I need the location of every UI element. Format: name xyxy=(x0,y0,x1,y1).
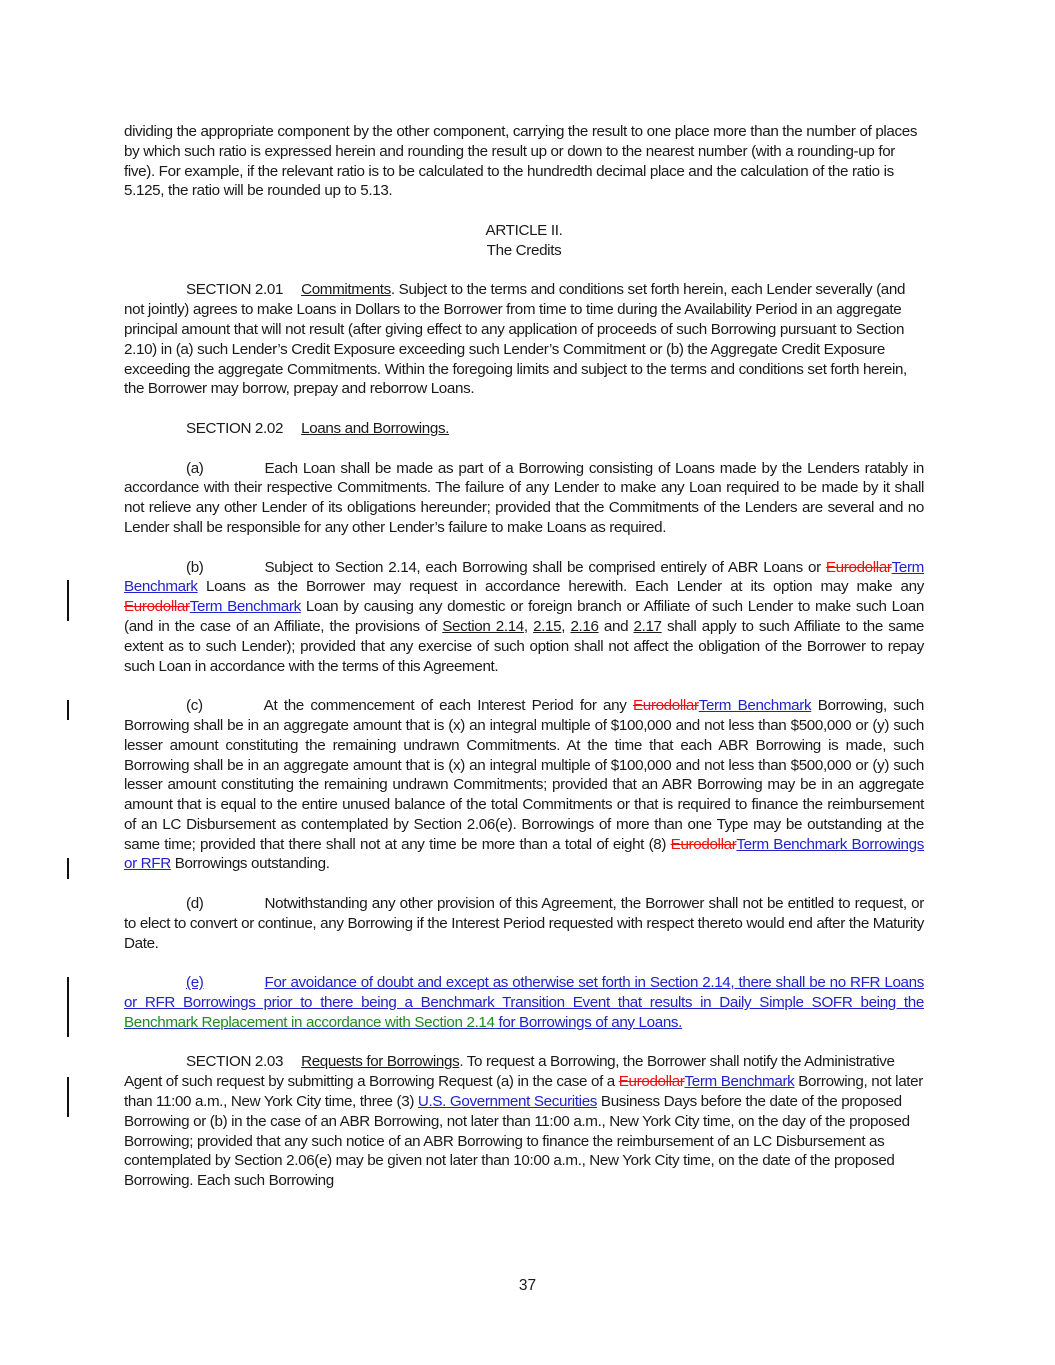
section-body: Borrowing, not later than 11:00 a.m., New York City time, three (3) xyxy=(124,1073,923,1111)
separator: and xyxy=(598,617,634,635)
deleted-text: Eurodollar xyxy=(618,1073,685,1091)
section-body: . Subject to the terms and conditions set forth herein, each Lender severally (and not jointly) agrees to make Loans in Dollars to the Borrower from time to time during the Availability Period in an aggregate principal amount that will not result (after giving effect to any application of proceeds of such Borrowing pursuant to Section 2.10) in (a) such Lender’s Credit Exposure exceeding such Lender’s Commitment or (b) the Aggregate Credit Exposure exceeding the aggregate Commitments. Within the foregoing limits and subject to the terms and conditions set forth herein, the Borrower may borrow, prepay and reborrow Loans. xyxy=(124,281,907,398)
section-label: SECTION 2.02 xyxy=(186,419,284,437)
clause-text: Loan by causing any domestic or foreign branch or Affiliate of such Lender to make such Loan (and in the case of an Affiliate, the provisions of xyxy=(124,598,924,635)
clause-c xyxy=(124,696,924,874)
change-bar xyxy=(67,977,69,1037)
clause-text: Each Loan shall be made as part of a Borrowing consisting of Loans made by the Lenders ratably in accordance with their respective Commitments. The failure of any Lender to make any Loan required to be made by it shall not relieve any other Lender of its obligations hereunder; provided that the Commitments of the Lenders are several and no Lender shall be responsible for any other Lender’s failure to make Loans as required. xyxy=(124,459,924,536)
inserted-text: For avoidance of doubt and except as otherwise set forth in Section 2.14, there shall be no RFR Loans or RFR Borrowings prior to there being a Benchmark Transition Event that results in Daily Simple SOFR being the xyxy=(124,974,924,1012)
section-heading: Loans and Borrowings. xyxy=(301,419,450,437)
clause-text: At the commencement of each Interest Period for any xyxy=(263,697,633,715)
deleted-text: Eurodollar xyxy=(825,558,892,576)
clause-text: Subject to Section 2.14, each Borrowing shall be comprised entirely of ABR Loans or xyxy=(264,558,826,576)
separator: , xyxy=(523,617,534,635)
clause-text: Loans as the Borrower may request in accordance herewith. Each Lender at its option may make any xyxy=(197,578,924,596)
deleted-text: Eurodollar xyxy=(632,697,699,715)
deleted-text: Eurodollar xyxy=(124,598,190,616)
clause-marker: (e) xyxy=(186,974,204,992)
section-heading: Requests for Borrowings xyxy=(301,1053,460,1071)
clause-marker: (d) xyxy=(186,895,204,913)
clause-b xyxy=(124,558,924,677)
clause-marker: (b) xyxy=(186,558,204,576)
article-title: The Credits xyxy=(486,241,562,259)
clause-marker: (a) xyxy=(186,459,204,477)
section-reference: 2.15 xyxy=(533,617,562,635)
clause-text: Notwithstanding any other provision of this Agreement, the Borrower shall not be entitled to request, or to elect to convert or continue, any Borrowing if the Interest Period requested with respect thereto would end after the Maturity Date. xyxy=(124,895,924,952)
section-heading: Commitments xyxy=(301,281,391,299)
inserted-text: Term Benchmark xyxy=(189,598,301,616)
inserted-text: Term Benchmark Borrowings or RFR xyxy=(124,835,924,873)
clause-e xyxy=(124,973,924,1032)
section-label: SECTION 2.03 xyxy=(186,1053,284,1071)
section-label: SECTION 2.01 xyxy=(186,281,284,299)
separator: , xyxy=(561,617,571,635)
inserted-text: Term Benchmark xyxy=(698,697,812,715)
section-reference: 2.17 xyxy=(633,617,662,635)
inserted-text: Term Benchmark xyxy=(124,558,924,596)
section-body: . To request a Borrowing, the Borrower shall notify the Administrative Agent of such request by submitting a Borrowing Request (a) in the case of a xyxy=(124,1053,895,1091)
deleted-text: Eurodollar xyxy=(670,835,737,853)
change-bar xyxy=(67,1077,69,1117)
document-page xyxy=(124,122,924,1191)
change-bar xyxy=(67,858,69,879)
article-number: ARTICLE II. xyxy=(485,221,563,239)
section-reference: Section 2.14 xyxy=(442,617,524,635)
section-2-01 xyxy=(124,280,924,399)
inserted-text: for Borrowings of any Loans. xyxy=(494,1013,683,1031)
clause-a xyxy=(124,459,924,538)
section-2-02-heading xyxy=(124,419,924,439)
clause-text: Borrowings outstanding. xyxy=(170,855,330,873)
change-bar xyxy=(67,700,69,720)
section-body: Business Days before the date of the proposed Borrowing or (b) in the case of an ABR Borrowing, not later than 11:00 a.m., New York City time, on the day of the proposed Borrowing; provided that any such notice of an ABR Borrowing to finance the reimbursement of an LC Disbursement as contemplated by Section 2.06(e) may be given not later than 10:00 a.m., New York City time, on the date of the proposed Borrowing. Each such Borrowing xyxy=(124,1093,910,1190)
inserted-text: U.S. Government Securities xyxy=(417,1093,598,1111)
page-number: 37 xyxy=(518,1277,537,1294)
clause-text: shall apply to such Affiliate to the same extent as to such Lender); provided that any exercise of such option shall not affect the obligation of the Borrower to repay such Loan in accordance with the terms of this Agreement. xyxy=(124,617,924,675)
moved-text: Benchmark Replacement in accordance with Section 2.14 xyxy=(124,1013,495,1031)
clause-d xyxy=(124,894,924,953)
clause-text: Borrowing, such Borrowing shall be in an aggregate amount that is (x) an integral multiple of $100,000 and not less than $500,000 or (y) such lesser amount constituting the remaining undrawn Commitments. At the time that each ABR Borrowing is made, such Borrowing shall be in an aggregate amount that is (x) an integral multiple of $100,000 and not less than $500,000 or (y) such lesser amount constituting the remaining undrawn Commitments; provided that an ABR Borrowing may be in an aggregate amount that is equal to the entire unused balance of the total Commitments or that is required to finance the reimbursement of an LC Disbursement as contemplated by Section 2.06(e). Borrowings of more than one Type may be outstanding at the same time; provided that there shall not at any time be more than a total of eight (8) xyxy=(124,697,925,853)
clause-marker: (c) xyxy=(186,697,203,715)
section-2-03 xyxy=(124,1052,924,1191)
change-bar xyxy=(67,580,69,621)
section-reference: 2.16 xyxy=(570,617,599,635)
intro-paragraph: dividing the appropriate component by the other component, carrying the result to one place more than the number of places by which such ratio is expressed herein and rounding the result up or down to the nearest number (with a rounding-up for five). For example, if the relevant ratio is to be calculated to the hundredth decimal place and the calculation of the ratio is 5.125, the ratio will be rounded up to 5.13. xyxy=(124,123,918,200)
inserted-text: Term Benchmark xyxy=(684,1073,795,1091)
